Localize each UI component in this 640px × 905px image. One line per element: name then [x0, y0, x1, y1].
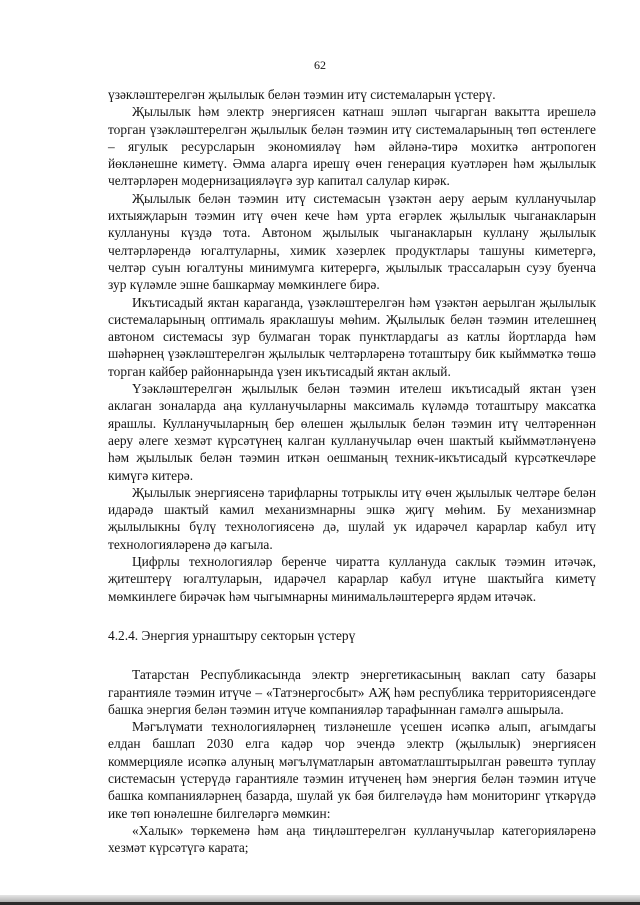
paragraph: Үзәкләштерелгән җылылык белән тәэмин ителеш икътисадый яктан үзен аклаган зоналарда аңа кулланучыларны максималь күләмдә тоташтыру максатка ярашлы. Кулланучыларның бер өлешен җылылык белән тәэмин итү челтәреннән аеру әлеге хезмәт күрсәтүнең калган кулланучылар өчен шактый кыйммәтләнүенә һәм җылылык белән тәэмин иткән оешманың техник-икътисадый күрсәткечләре кимүгә китерә. [108, 381, 596, 483]
scan-edge [0, 895, 640, 905]
paragraph: Татарстан Республикасында электр энергетикасының ваклап сату базары гарантияле тәэмин итүче – «Татэнергосбыт» АҖ һәм республика территориясендәге башка энергия белән тәэмин итүче компанияләр тарафыннан гамәлгә ашырыла. [108, 667, 596, 717]
paragraph: үзәкләштерелгән җылылык белән тәэмин итү системаларын үстерү. [108, 87, 496, 102]
page-number: 62 [314, 58, 326, 72]
paragraph: Җылылык һәм электр энергиясен катнаш эшләп чыгарган вакытта ирешелә торган үзәкләштерелгән җылылык белән тәэмин итү системаларының төп өстенлеге – ягулык ресурсларын экономияләү һәм әйләнә-тирә мохиткә антропоген йөкләнешне киметү. Әмма аларга ирешү өчен генерация куәтләрен һәм җылылык челтәрләрен модернизацияләүгә зур капитал салулар кирәк. [108, 104, 596, 189]
document-body [108, 86, 596, 856]
paragraph: Цифрлы технологияләр беренче чиратта кулланудa саклык тәэмин итәчәк, җитештерү югалтуларын, идарәчел карарлар кабул итүне шактыйга киметү мөмкинлеге бирәчәк һәм чыгымнарны минимальләштерергә ярдәм итәчәк. [108, 554, 596, 604]
paragraph: Икътисадый яктан караганда, үзәкләштерелгән һәм үзәктән аерылган җылылык системаларының оптималь яраклашуы мөһим. Җылылык белән тәэмин ителешнең автоном системасы зур булмаган торак пунктлардагы аз катлы йортларда һәм шәһәрнең үзәкләштерелгән җылылык челтәрләренә тоташтыру бик кыйммәткә төшә торган кайбер районнарында үзен икътисадый яктан аклый. [108, 294, 596, 379]
section-heading: 4.2.4. Энергия урнаштыру секторын үстерү [108, 627, 356, 643]
paragraph: «Халык» төркеменә һәм аңа тиңләштерелгән кулланучылар категорияләренә хезмәт күрсәтүгә карата; [108, 822, 596, 856]
paragraph: Җылылык белән тәэмин итү системасын үзәктән аеру аерым кулланучылар ихтыяҗларын тәэмин итү өчен кече һәм урта егәрлек җылылык чыганакларын куллануны күздә тота. Автоном җылылык чыганакларын куллану җылылык челтәрләрендә югалтуларны, химик хәзерлек продуктлары ташуны киметергә, челтәр суын югалтуны минимумга китерергә, җылылык трассаларын суэу буенча зур күләмле эшне башкармау мөмкинлеге бирә. [108, 190, 596, 293]
paragraph: Мәгълүмати технологияләрнең тизләнешле үсешен исәпкә алып, агымдагы елдан башлап 2030 елга кадәр чор эчендә электр (җылылык) энергиясен коммерцияле исәпкә алуның мәгълүматларын автоматлаштырылган рәвештә туплау системасын үстерүдә гарантияле тәэмин итүченең һәм энергия белән тәэмин итүче башка компанияләрнең базарда, шулай ук бәя билгеләүдә һәм мониторинг үткәрүдә ике төп юнәлешне билгеләргә мөмкин: [108, 719, 596, 821]
paragraph: Җылылык энергиясенә тарифларны тотрыклы итү өчен җылылык челтәре белән идарәдә шактый камил механизмнарны эшкә җигү мөһим. Бу механизмнар җылылыкны бүлү технологиясенә дә, шулай ук идарәчел карарлар кабул итү технологияләренә дә кагыла. [108, 484, 596, 552]
